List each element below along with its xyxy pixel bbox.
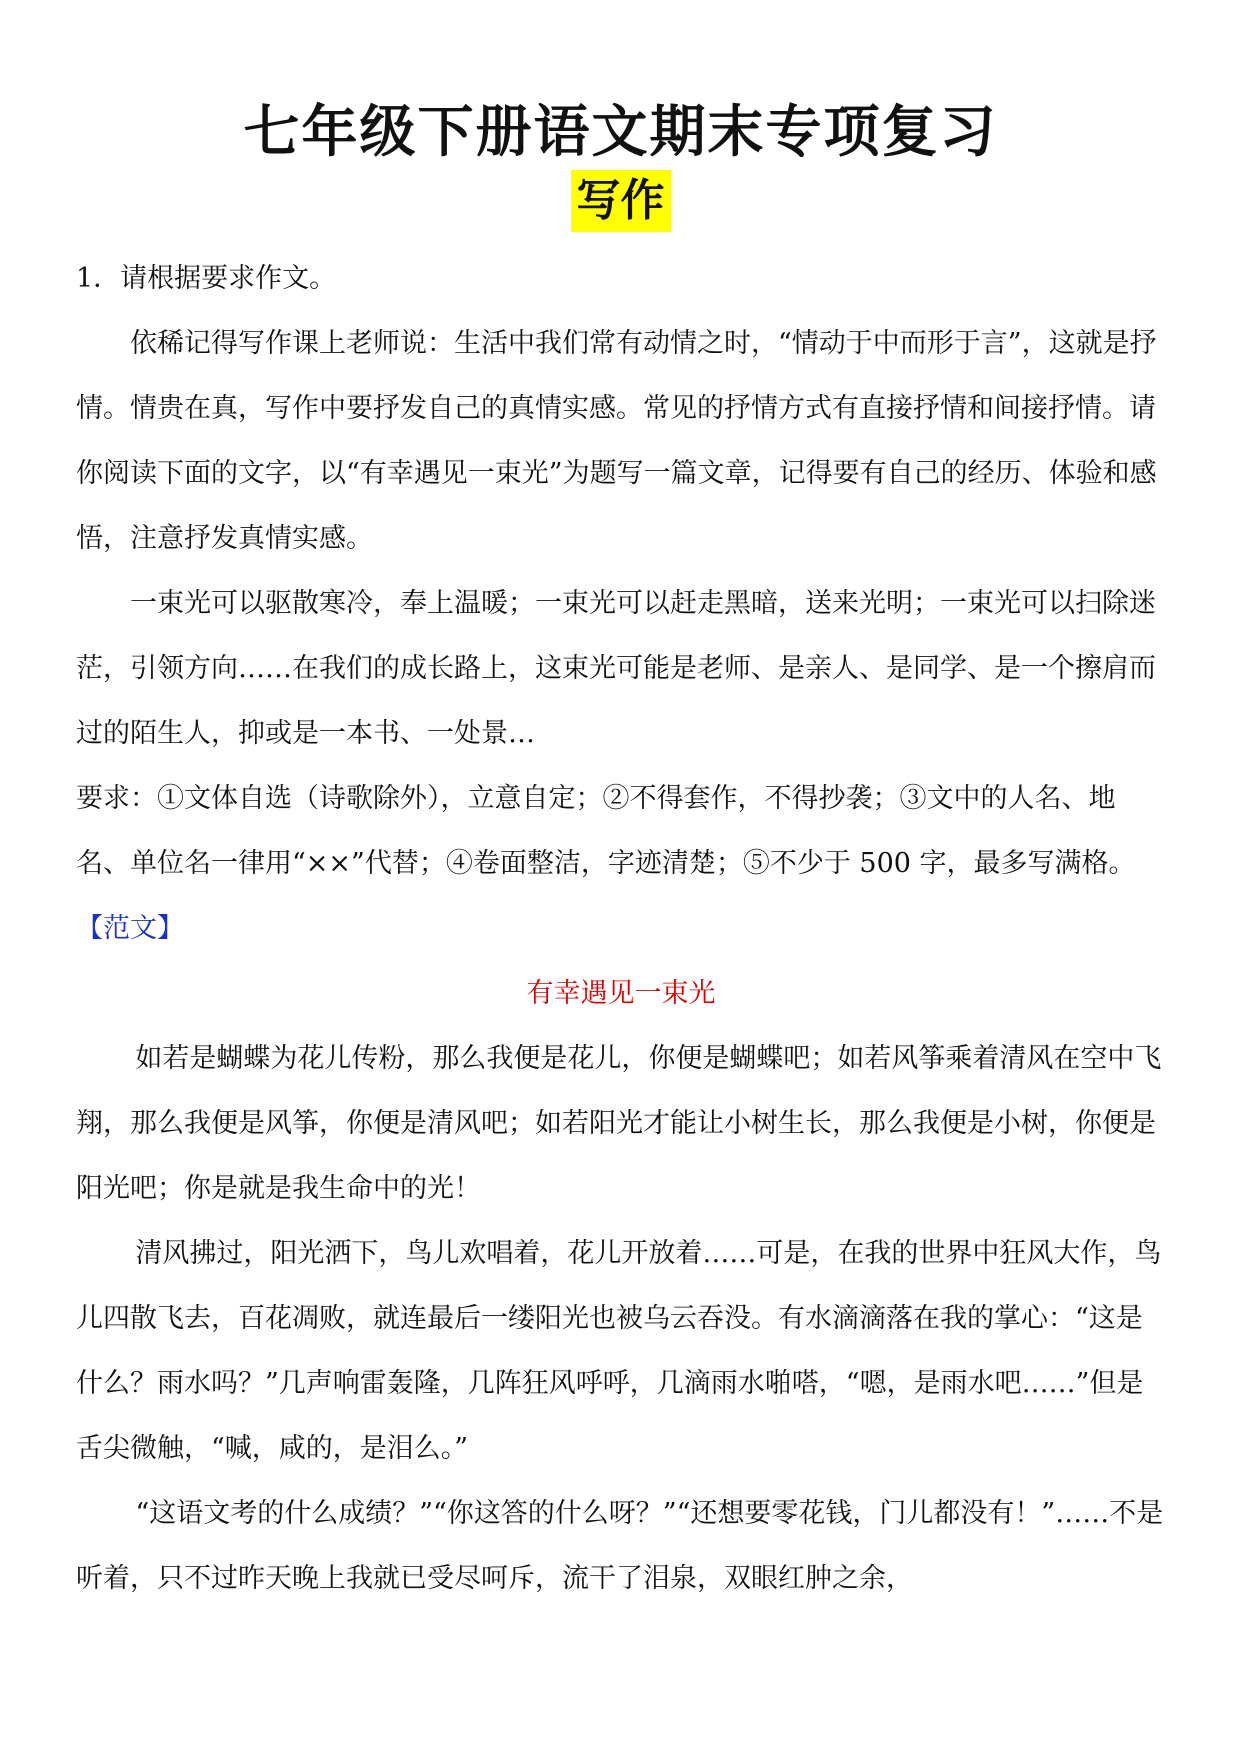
requirements-text: 要求：①文体自选（诗歌除外），立意自定；②不得套作，不得抄袭；③文中的人名、地名、单位名一律用“××”代替；④卷面整洁，字迹清楚；⑤不少于 500 字，最多写满格。: [76, 783, 1136, 879]
document-body: [76, 246, 1166, 1611]
subtitle-container: [0, 170, 1241, 232]
essay-paragraph-1: 如若是蝴蝶为花儿传粉，那么我便是花儿，你便是蝴蝶吧；如若风筝乘着清风在空中飞翔，那么我便是风筝，你便是清风吧；如若阳光才能让小树生长，那么我便是小树，你便是阳光吧；你是就是我生命中的光！: [76, 1043, 1162, 1204]
model-essay-label: 【范文】: [76, 913, 184, 944]
question-paragraph-2: 一束光可以驱散寒冷，奉上温暖；一束光可以赶走黑暗，送来光明；一束光可以扫除迷茫，引领方向……在我们的成长路上，这束光可能是老师、是亲人、是同学、是一个擦肩而过的陌生人，抑或是一本书、一处景…: [76, 588, 1156, 749]
model-essay-title: 有幸遇见一束光: [526, 978, 716, 1009]
essay-paragraph-3: “这语文考的什么成绩？”“你这答的什么呀？”“还想要零花钱，门儿都没有！”……不是听着，只不过昨天晚上我就已受尽呵斥，流干了泪泉，双眼红肿之余，: [76, 1498, 1164, 1594]
question-number: 1．请根据要求作文。: [76, 263, 337, 294]
page-title: 七年级下册语文期末专项复习: [243, 100, 998, 165]
question-paragraph-1: 依稀记得写作课上老师说：生活中我们常有动情之时，“情动于中而形于言”，这就是抒情。情贵在真，写作中要抒发自己的真情实感。常见的抒情方式有直接抒情和间接抒情。请你阅读下面的文字，以“有幸遇见一束光”为题写一篇文章，记得要有自己的经历、体验和感悟，注意抒发真情实感。: [76, 328, 1157, 554]
section-subtitle-highlighted: 写作: [571, 170, 671, 232]
essay-paragraph-2: 清风拂过，阳光洒下，鸟儿欢唱着，花儿开放着……可是，在我的世界中狂风大作，鸟儿四散飞去，百花凋败，就连最后一缕阳光也被乌云吞没。有水滴滴落在我的掌心：“这是什么？雨水吗？”几声响雷轰隆，几阵狂风呼呼，几滴雨水啪嗒，“嗯，是雨水吧……”但是舌尖微触，“喊，咸的，是泪么。”: [76, 1238, 1162, 1464]
